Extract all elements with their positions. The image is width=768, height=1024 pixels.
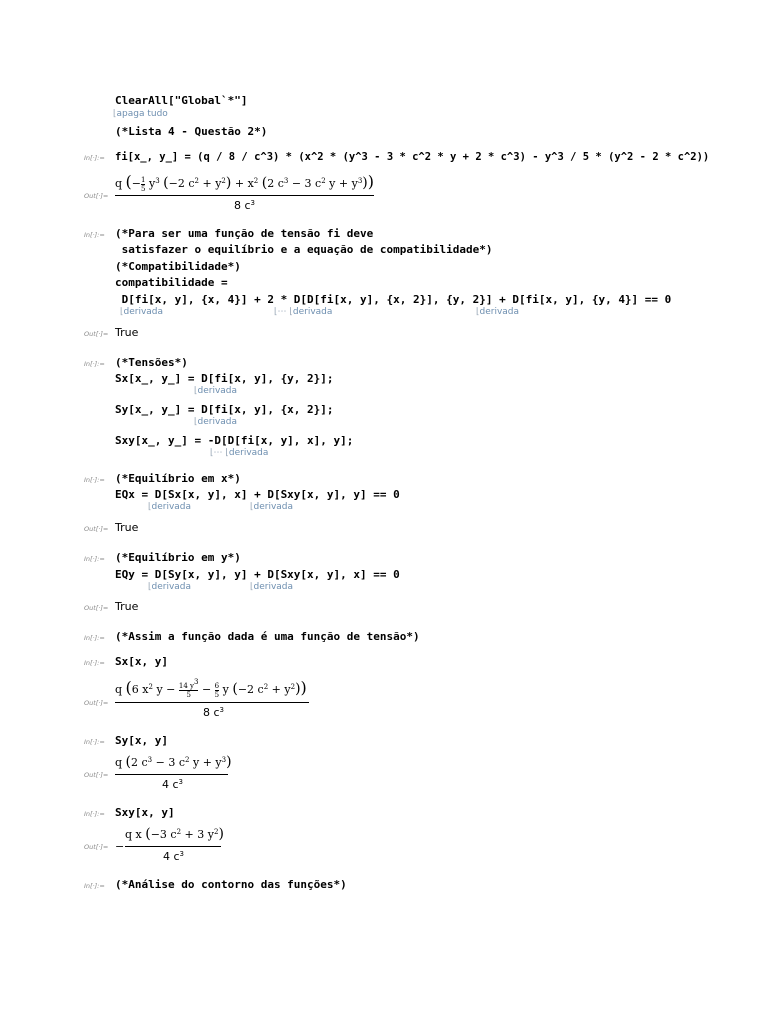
out-label: Out[·]= — [84, 843, 109, 851]
comment-compatibilidade[interactable]: (*Compatibilidade*) — [115, 260, 241, 273]
comment-lista[interactable]: (*Lista 4 - Questão 2*) — [115, 125, 268, 138]
in-label: In[·]:= — [84, 555, 105, 563]
sx-output-denominator: 8 $c^3$ — [203, 706, 225, 719]
annotation-derivada: ⌊derivada — [476, 307, 520, 317]
fi-definition-input[interactable]: fi[x_, y_] = (q / 8 / c^3) * (x^2 * (y^3 - 3 * c^2 * y + 2 * c^3) - y^3 / 5 * (y^2 - 2 * c^2)) — [115, 151, 710, 163]
in-label: In[·]:= — [84, 810, 105, 818]
compatibilidade-output: True — [115, 326, 139, 339]
sxy-output-denominator: 4 $c^3$ — [163, 850, 185, 863]
eqy-output: True — [115, 600, 139, 613]
comment-equilibrio-y[interactable]: (*Equilíbrio em y*) — [115, 551, 241, 564]
sx-output-numerator: q (6 $x^2$ y − $\frac{14 y^3}{5}$ − $\frac{6}{5}$ y (−2 $c^2 + y^2$)) — [115, 677, 307, 699]
annotation-derivada: ⌊derivada — [250, 582, 294, 592]
compatibilidade-expr[interactable]: D[fi[x, y], {x, 4}] + 2 * D[D[fi[x, y], {x, 2}], {y, 2}] + D[fi[x, y], {y, 4}] == 0 — [115, 293, 672, 306]
in-label: In[·]:= — [84, 154, 105, 162]
in-label: In[·]:= — [84, 738, 105, 746]
in-label: In[·]:= — [84, 360, 105, 368]
sy-output-numerator: q (2 $c^3 - 3$ $c^2$ $y + y^3$) — [115, 754, 232, 770]
sx-definition[interactable]: Sx[x_, y_] = D[fi[x, y], {y, 2}]; — [115, 372, 334, 385]
annotation-derivada: ⌊⋯ ⌊derivada — [274, 307, 333, 317]
minus-sign: − — [115, 840, 125, 853]
annotation-text: apaga tudo — [116, 109, 168, 119]
out-label: Out[·]= — [84, 771, 109, 779]
comment-tensoes[interactable]: (*Tensões*) — [115, 356, 188, 369]
eqx-output: True — [115, 521, 139, 534]
fraction-bar — [115, 702, 309, 703]
sy-definition[interactable]: Sy[x_, y_] = D[fi[x, y], {x, 2}]; — [115, 403, 334, 416]
out-label: Out[·]= — [84, 330, 109, 338]
fraction-bar — [115, 195, 374, 196]
fraction-bar — [115, 774, 228, 775]
in-label: In[·]:= — [84, 476, 105, 484]
comment-funcao-tensao[interactable]: (*Para ser uma função de tensão fi deve — [115, 227, 374, 240]
fraction-bar — [125, 846, 221, 847]
clearall-input[interactable]: ClearAll["Global`*"] — [115, 94, 248, 107]
sxy-eval-input[interactable]: Sxy[x, y] — [115, 806, 175, 819]
comment-funcao-tensao-cont[interactable]: satisfazer o equilíbrio e a equação de compatibilidade*) — [115, 243, 493, 256]
comment-funcao-tensao-final[interactable]: (*Assim a função dada é uma função de tensão*) — [115, 630, 420, 643]
annotation-derivada: ⌊derivada — [148, 502, 192, 512]
annotation-apaga-tudo: ⌊apaga tudo — [113, 109, 168, 119]
compatibilidade-assign[interactable]: compatibilidade = — [115, 276, 228, 289]
sxy-definition[interactable]: Sxy[x_, y_] = -D[D[fi[x, y], x], y]; — [115, 434, 354, 447]
fi-output-numerator: q (− $\frac{1}{5}$ $y^3$ (−2 $c^2 + y^2) + x^2$ (2 $c^3 - 3$ $c^2$ $y + y^3$)) — [115, 172, 375, 193]
annotation-derivada: ⌊derivada — [120, 307, 164, 317]
comment-analise-contorno[interactable]: (*Análise do contorno das funções*) — [115, 878, 347, 891]
in-label: In[·]:= — [84, 659, 105, 667]
sx-eval-input[interactable]: Sx[x, y] — [115, 655, 168, 668]
fi-output-denominator: 8 $c^3$ — [234, 199, 256, 212]
out-label: Out[·]= — [84, 192, 109, 200]
annotation-derivada: ⌊derivada — [148, 582, 192, 592]
in-label: In[·]:= — [84, 882, 105, 890]
out-label: Out[·]= — [84, 604, 109, 612]
annotation-derivada: ⌊⋯ ⌊derivada — [210, 448, 269, 458]
sy-eval-input[interactable]: Sy[x, y] — [115, 734, 168, 747]
eqx-expr[interactable]: EQx = D[Sx[x, y], x] + D[Sxy[x, y], y] == 0 — [115, 488, 400, 501]
in-label: In[·]:= — [84, 634, 105, 642]
out-label: Out[·]= — [84, 699, 109, 707]
in-label: In[·]:= — [84, 231, 105, 239]
eqy-expr[interactable]: EQy = D[Sy[x, y], y] + D[Sxy[x, y], x] == 0 — [115, 568, 400, 581]
sxy-output-numerator: q x (−3 $c^2 + 3$ $y^2$) — [125, 826, 224, 842]
comment-equilibrio-x[interactable]: (*Equilíbrio em x*) — [115, 472, 241, 485]
annotation-derivada: ⌊derivada — [194, 386, 238, 396]
annotation-derivada: ⌊derivada — [250, 502, 294, 512]
sy-output-denominator: 4 $c^3$ — [162, 778, 184, 791]
out-label: Out[·]= — [84, 525, 109, 533]
annotation-derivada: ⌊derivada — [194, 417, 238, 427]
